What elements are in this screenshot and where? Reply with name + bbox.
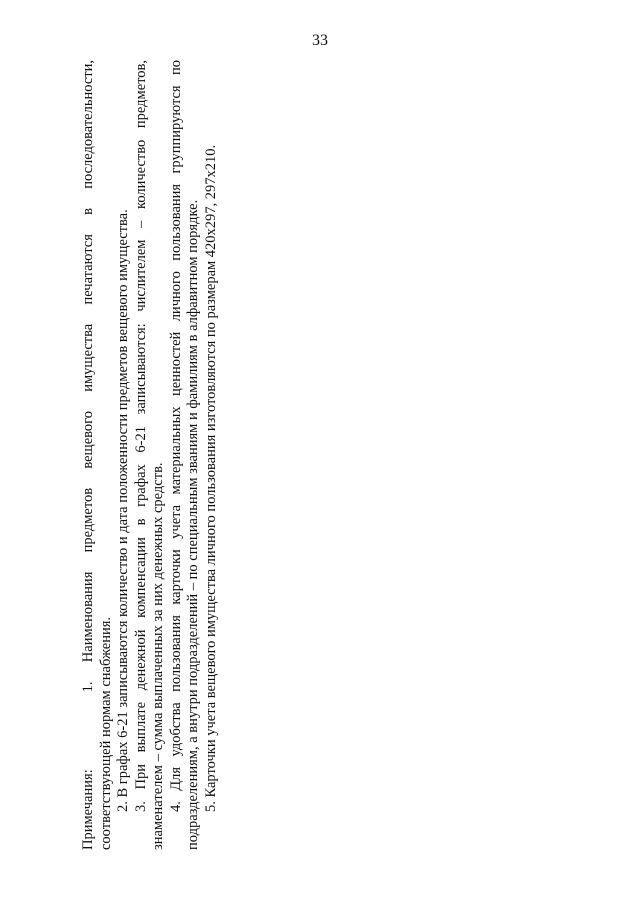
note-5: 5. Карточки учета вещевого имущества личного пользования изготовляются по размерам 420x297, 297x210. [202,144,219,812]
note-1-text: 1. Наименования предметов вещевого имущества печатаются в последовательности, [80,60,96,693]
note-4-line-1: 4. Для удобства пользования карточки учета материальных ценностей личного пользования группируются по [167,60,184,812]
note-2: 2. В графах 6-21 записываются количество и дата положенности предметов вещевого имущества. [115,209,131,812]
note-4-line-2: подразделениям, а внутри подразделений – по специальным званиям и фамилиям в алфавитном порядке. [185,199,201,850]
note-3-line-2: знаменателем – сумма выплаченных за них денежных средств. [150,462,166,850]
note-3-line-1: 3. При выплате денежной компенсации в графах 6-21 записываются: числителем – количество предметов, [132,60,149,812]
note-1-line-1 [80,60,98,850]
notes-label: Примечания: [80,769,96,850]
page-number: 33 [312,32,328,49]
notes-section [80,60,230,850]
note-1-line-2: соответствующей нормам снабжения. [97,616,114,850]
